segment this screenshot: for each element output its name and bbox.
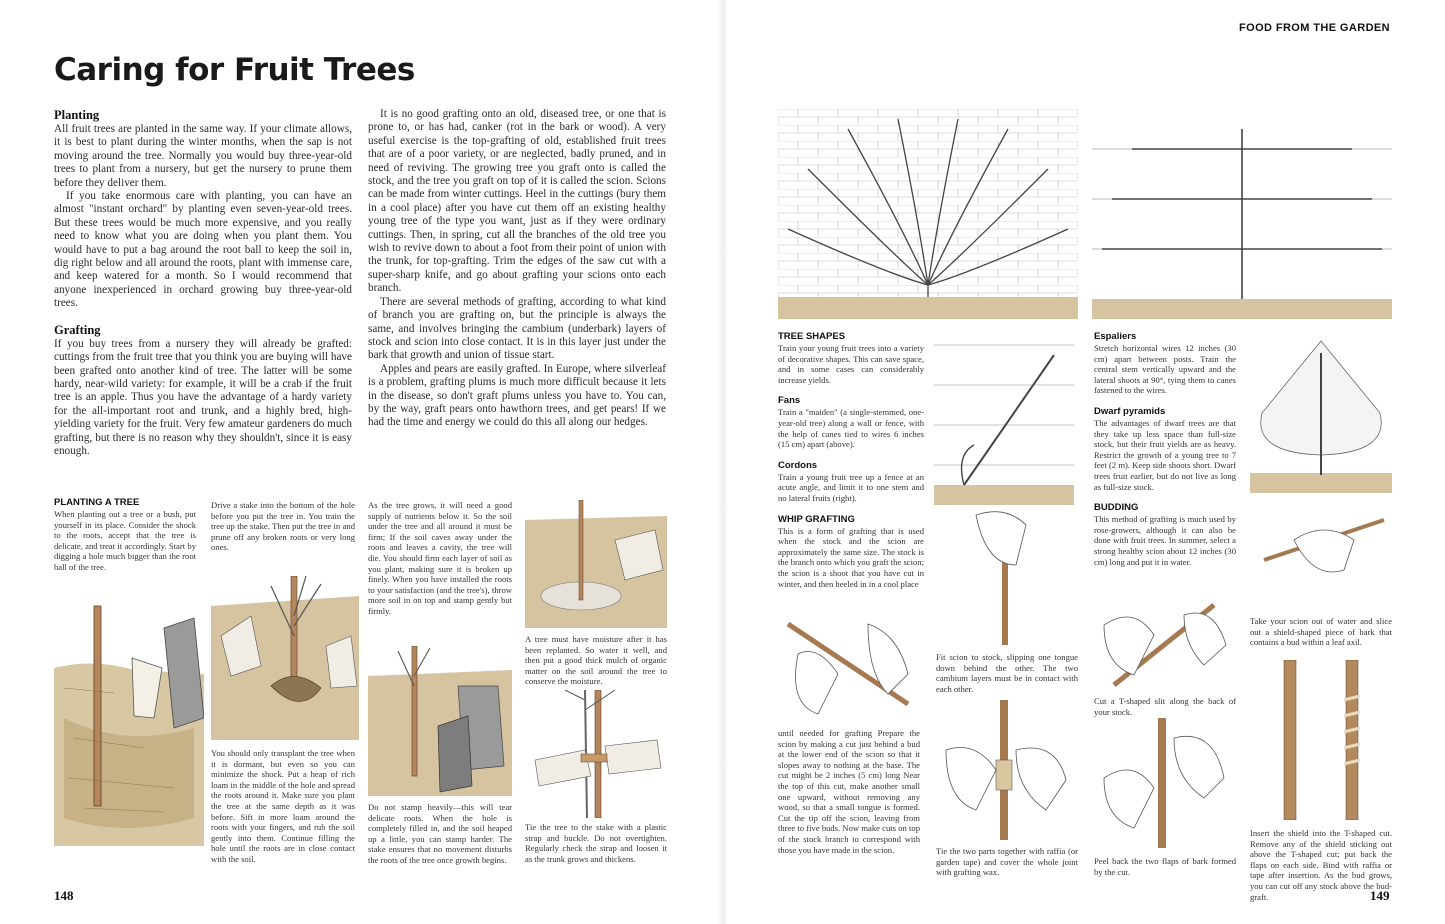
planting-tree-caption-1 xyxy=(54,497,196,573)
illustration-mulching xyxy=(525,500,667,628)
espaliers-heading: Espaliers xyxy=(1094,331,1137,342)
planting-paragraph-1: All fruit trees are planted in the same way. If your climate allows, it is best to plant during the winter months, when the sap is not moving around the tree. Normally you would buy three-year-old trees to plant from a nursery, but get the nursery to prune them before they deliver them. xyxy=(54,123,352,189)
col2-paragraph-2: There are several methods of grafting, according to what kind of branch you are grafting on, but the principle is always the same, and involves bringing the cambium (underbark) layers of stock and scion into close contact. It is in this layer just under the bark that growth and union of tissue start. xyxy=(368,295,666,362)
col2-paragraph-1: It is no good grafting onto an old, diseased tree, or one that is prone to, or has had, canker (rot in the bark or wood). A very useful exercise is the top-grafting of old, established fruit trees that are of a poor variety, or are neglected, badly pruned, and in need of reviving. The growing tree you graft onto is called the stock, and the tree you graft on top of it is called the scion. Scions can be made from winter cuttings. Heel in the cuttings (bury them in a cool place) after you have cut them off an existing healthy young tree of the type you want, just as if they were ordinary cuttings. Then, in spring, cut all the branches of the old tree you wish to revive down to about a foot from their point of union with the trunk, for top-grafting. Trim the edges of the saw cut with a super-sharp knife, and go about grafting your scions onto each branch. xyxy=(368,108,666,295)
fans-text: Train a "maiden" (a single-stemmed, one-year-old tree) along a wall or fence, with the help of canes tied to wires 6 inches (15 cm) apart (above). xyxy=(778,407,924,450)
budding-text-3: Cut a T-shaped slit along the back of your stock. xyxy=(1094,696,1236,717)
illustration-fit-scion xyxy=(936,505,1076,645)
whip-caption-4-block xyxy=(936,846,1078,878)
tree-shapes-text: Train your young fruit trees into a variety of decorative shapes. This can save space, and in some cases can considerably increase yields. xyxy=(778,343,924,385)
text-column-1 xyxy=(54,108,352,458)
illustration-insert-shield xyxy=(1250,660,1392,820)
cordons-heading: Cordons xyxy=(778,459,818,471)
page-number-right: 149 xyxy=(1370,888,1390,903)
budding-caption-3-block xyxy=(1094,696,1236,717)
tree-shapes-heading: TREE SHAPES xyxy=(778,331,846,342)
planting-heading: Planting xyxy=(54,108,100,122)
illustration-stamping xyxy=(368,646,512,796)
budding-text-1: This method of grafting is much used by rose-growers, although it can also be done with fruit trees. In summer, select a strong healthy scion about 12 inches (30 cm) long and put it in water. xyxy=(1094,514,1236,567)
espaliers-text: Stretch horizontal wires 12 inches (30 cm) apart between posts. Train the central stem vertically upward and the lateral shoots at 90°, tying them to canes fastened to the wires. xyxy=(1094,343,1236,396)
illustration-whip-cut xyxy=(778,614,920,734)
illustration-tie-graft xyxy=(936,700,1076,840)
planting-tree-caption-7 xyxy=(525,822,667,864)
dwarf-pyramids-text: The advantages of dwarf trees are that they take up less space than full-size stock, but their fruit yields are as heavy. Restrict the growth of a young tree to 7 feet (2 m). Keep side shoots short. Dwarf trees fruit earlier, but do not live as long as full-size stock. xyxy=(1094,417,1236,492)
whip-grafting-text-2: until needed for grafting Prepare the scion by making a cut just behind a bud at the lower end of the scion so that it slopes away to nothing at the base. The cut might be 2 inches (5 cm) long Near the top of this cut, make another small one upward, without removing any wood, so that a small tongue is formed. Cut the tip off the scion, leaving from three to five buds. Now make cuts on top of the stock branch to correspond with those you have made in the scion. xyxy=(778,728,920,855)
illustration-cordon xyxy=(934,335,1074,505)
caption-firm-soil: As the tree grows, it will need a good supply of nutrients below it. So the soil under the tree and all around it must be firm; If the soil caves away under the roots and leaves a cavity, the tree will die. You should firm each layer of soil as you plant, making sure it is broken up finely. When you have installed the roots to your satisfaction (and the tree's), throw more soil in on top and stamp gently but firmly. xyxy=(368,500,512,616)
caption-water: A tree must have moisture after it has been replanted. So water it well, and then put a good thick mulch of organic matter on the soil around the tree to conserve the moisture. xyxy=(525,634,667,687)
illustration-budding-scion xyxy=(1094,500,1392,600)
planting-tree-caption-5 xyxy=(368,802,512,866)
whip-grafting-text-4: Tie the two parts together with raffia (or garden tape) and cover the whole joint with grafting wax. xyxy=(936,846,1078,878)
caption-tie-stake: Tie the tree to the stake with a plastic strap and buckle. Do not overtighten. Regularly check the strap and loosen it as the trunk grows and thickens. xyxy=(525,822,667,864)
whip-grafting-text-1: This is a form of grafting that is used when the stock and the scion are approximately the same size. The stock is the branch onto which you graft the scion; the scion is a shoot that you have cut in winter, and then heeled in in a cool place xyxy=(778,525,924,589)
page-title: Caring for Fruit Trees xyxy=(54,52,415,88)
cordons-text: Train a young fruit tree up a fence at an acute angle, and limit it to one stem and no lateral fruits (right). xyxy=(778,471,924,503)
dwarf-pyramids-heading: Dwarf pyramids xyxy=(1094,405,1166,417)
budding-text-4: Peel back the two flaps of bark formed by the cut. xyxy=(1094,856,1236,877)
planting-tree-caption-4 xyxy=(368,500,512,617)
caption-dig-hole: When planting out a tree or a bush, put yourself in its place. Consider the shock to the roots, accept that the tree is delicate, and treat it accordingly. Start by digging a hole much bigger than the root ball of the tree. xyxy=(54,509,196,572)
illustration-tying-strap xyxy=(525,690,667,818)
illustration-fan-tree xyxy=(778,109,1078,319)
planting-tree-heading: PLANTING A TREE xyxy=(54,497,140,508)
caption-transplant: You should only transplant the tree when it is dormant, but even so you can minimize the shock. Put a heap of rich loam in the middle of the hole and spread the roots around it. Make sure you plant the tree at the same depth as it was before. Sift in more loam around the roots with your fingers, and rub the soil gently into them. Continue filling the hole until the roots are in close contact with the soil. xyxy=(211,748,355,864)
budding-text-2: Take your scion out of water and slice out a shield-shaped piece of bark that contains a bud within a leaf axil. xyxy=(1250,616,1392,648)
right-page xyxy=(722,0,1445,924)
caption-drive-stake: Drive a stake into the bottom of the hole before you put the tree in. You train the tree up the stake. Then put the tree in and prune off any broken roots or very long ones. xyxy=(211,500,355,553)
illustration-dwarf-pyramid xyxy=(1250,333,1392,493)
fans-heading: Fans xyxy=(778,395,801,407)
budding-caption-4-block xyxy=(1094,856,1236,877)
whip-caption-2-block xyxy=(778,728,920,855)
left-page xyxy=(0,0,722,924)
illustration-planting-roots xyxy=(211,576,359,740)
grafting-heading: Grafting xyxy=(54,322,101,337)
tree-shapes-block xyxy=(778,331,924,589)
illustration-peel-bark xyxy=(1094,718,1236,848)
planting-tree-caption-3 xyxy=(211,748,355,865)
col2-paragraph-3: Apples and pears are easily grafted. In Europe, where silverleaf is a problem, grafting plums is much more difficult because it lets in the disease, so don't graft plums unless you have to. You can, by the way, graft pears onto hawthorn trees, and get pears! If we had the time and energy we could do this all along our hedges. xyxy=(368,362,666,429)
budding-heading: BUDDING xyxy=(1094,502,1139,514)
illustration-t-slit xyxy=(1094,595,1236,690)
grafting-paragraph-1: If you buy trees from a nursery they will already be grafted: cuttings from the fruit tree that you think you are buying will have been grafted onto another kind of tree. The latter will be some hardy, near-wild variety: for example, it will be a crab if the fruit tree is an apple. Thus you have the advantage of a hardy variety for the all-important root and trunk, and a highly bred, high-yielding variety for the fruit. Very few amateur gardeners do much grafting, but there is no reason why they shouldn't, since it is easy enough. xyxy=(54,337,352,457)
planting-tree-caption-6 xyxy=(525,634,667,687)
illustration-espalier xyxy=(1092,109,1392,319)
illustration-digging-hole xyxy=(54,598,204,846)
whip-grafting-text-3: Fit scion to stock, slipping one tongue down behind the other. The two cambium layers must be in contact with each other. xyxy=(936,652,1078,694)
whip-caption-3-block xyxy=(936,652,1078,694)
illustration-firming-soil xyxy=(368,500,369,501)
whip-grafting-heading: WHIP GRAFTING xyxy=(778,513,855,525)
planting-paragraph-2: If you take enormous care with planting, you can have an almost "instant orchard" by planting even seven-year-old trees. But these trees would be much more expensive, and you really need to know what you are doing when you plant them. You would have to put a bag around the root ball to keep the soil in, dig right below and all around the roots, plant with immense care, and keep watered for a month. So I would recommend that anyone inexperienced in orchard growing buy three-year-old trees. xyxy=(54,190,352,310)
budding-text-5: Insert the shield into the T-shaped cut. Remove any of the shield sticking out above the T-shaped cut; put back the flaps on each side. Bind with raffia or tape after insertion. As the bud grows, you can cut off any stock above the bud-graft. xyxy=(1250,828,1392,902)
caption-stamp: Do not stamp heavily—this will tear delicate roots. When the hole is completely filled in, and the soil heaped up a little, you can stamp harder. The stake ensures that no movement disturbs the roots of the tree once growth begins. xyxy=(368,802,512,865)
planting-tree-caption-2 xyxy=(211,500,355,553)
page-number-left: 148 xyxy=(54,888,74,903)
section-header: FOOD FROM THE GARDEN xyxy=(1239,22,1390,34)
budding-caption-2-block xyxy=(1250,616,1392,648)
text-column-2 xyxy=(368,108,666,430)
